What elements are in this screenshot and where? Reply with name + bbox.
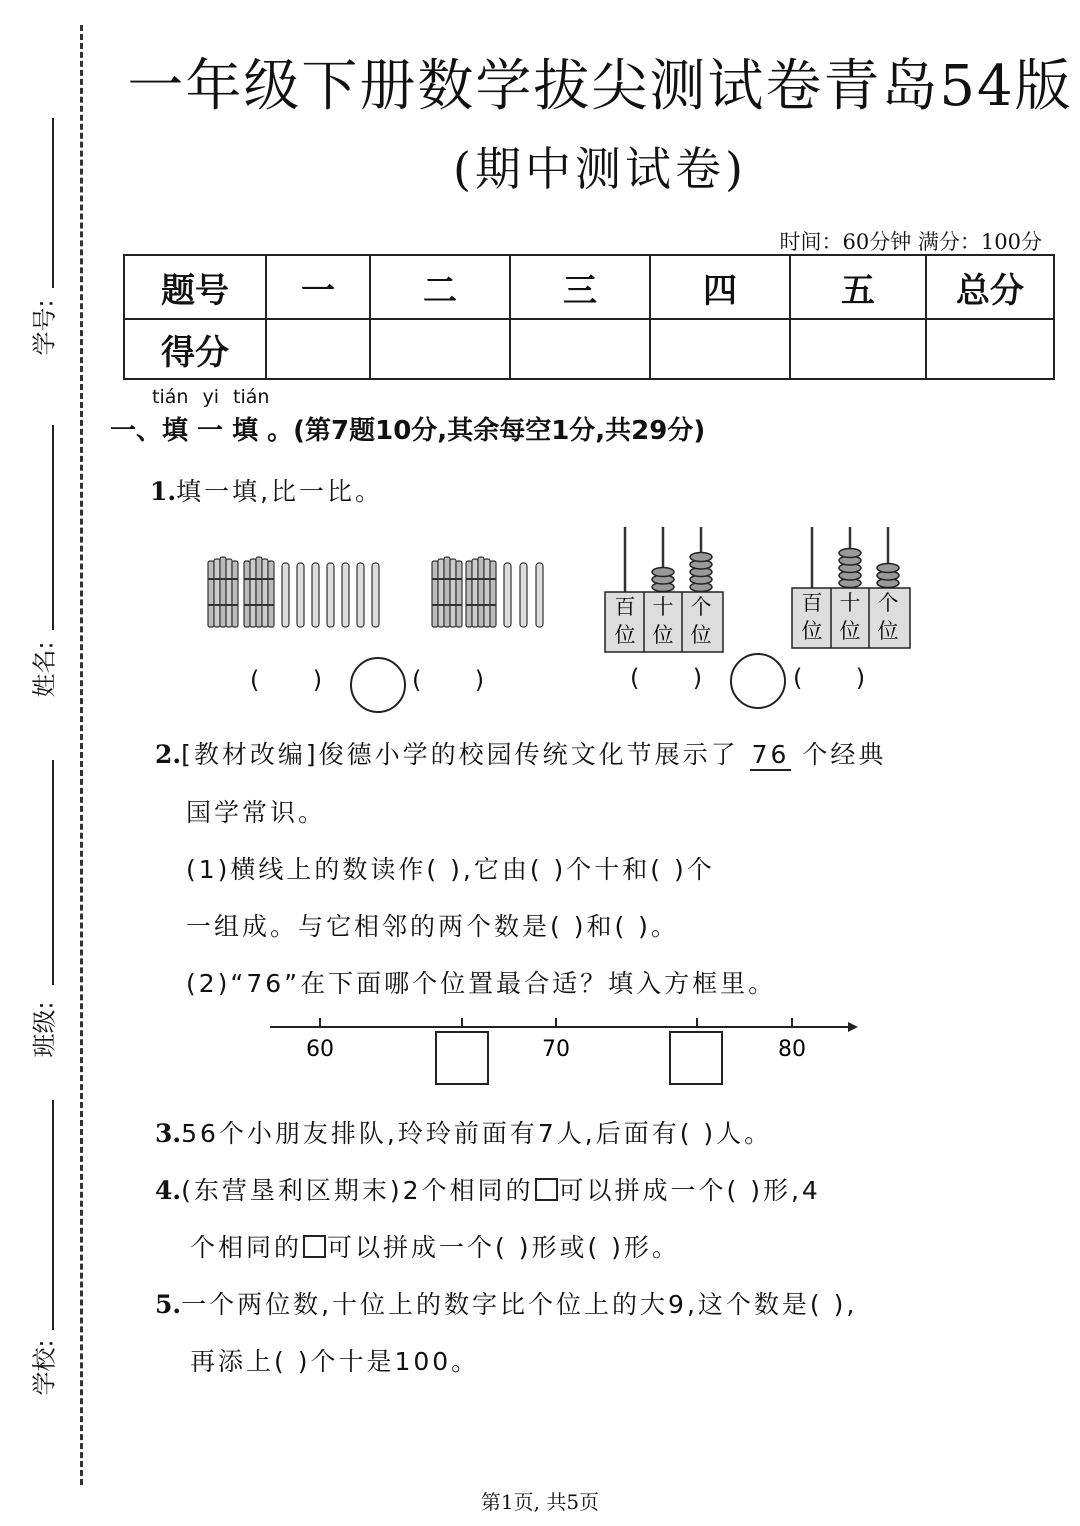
class-label: 班级:: [30, 1001, 59, 1058]
score-table: [123, 254, 1055, 380]
binding-dashed-line: [80, 25, 83, 1485]
question-text: [教材改编]俊德小学的校园传统文化节展示了: [181, 740, 739, 769]
abacus-label-ones: 位: [690, 623, 712, 647]
score-header-cell: 一: [266, 255, 370, 319]
question-3: [155, 1114, 772, 1150]
abacus-label-hundreds: 百: [801, 591, 823, 615]
single-stick: [342, 563, 349, 627]
abacus-label-ones: 个: [877, 591, 899, 615]
school-line[interactable]: [52, 1100, 54, 1330]
name-label: 姓名:: [30, 641, 59, 698]
question-text: 个经典: [802, 740, 887, 769]
single-stick: [282, 563, 289, 627]
single-stick: [327, 563, 334, 627]
single-stick: [504, 563, 511, 627]
question-text: 一组成。与它相邻的两个数是( )和( )。: [186, 912, 679, 941]
question-number: 4.: [155, 1176, 182, 1205]
score-header-cell: 三: [510, 255, 650, 319]
abacus-bead: [690, 553, 712, 562]
stick-bundle: [208, 557, 238, 627]
compare-circle[interactable]: [730, 653, 786, 709]
answer-blank[interactable]: ( ): [412, 666, 485, 694]
score-header-cell: 二: [370, 255, 510, 319]
question-text: 可以拼成一个( )形,4: [558, 1176, 821, 1205]
question-text: 个相同的: [190, 1233, 303, 1262]
question-2-part-2: (2)“76”在下面哪个位置最合适？填入方框里。: [186, 969, 777, 998]
compare-circle[interactable]: [350, 657, 406, 713]
abacus-label-tens: 十: [652, 595, 674, 619]
arrow-icon: [848, 1022, 858, 1032]
square-icon: [303, 1235, 326, 1258]
question-text: 一个两位数,十位上的数字比个位上的大9,这个数是( ),: [181, 1290, 858, 1319]
student-id-label: 学号:: [30, 299, 59, 356]
question-5-line-2: 再添上( )个十是100。: [190, 1347, 480, 1376]
answer-blank[interactable]: ( ): [250, 666, 323, 694]
score-cell[interactable]: [790, 319, 926, 379]
question-4-line-2: [190, 1228, 680, 1264]
number-line: [265, 1012, 865, 1092]
question-4: [155, 1171, 821, 1207]
question-number: 2.: [155, 740, 182, 769]
score-header-cell: 总分: [926, 255, 1054, 319]
score-cell[interactable]: [926, 319, 1054, 379]
name-line[interactable]: [52, 425, 54, 630]
abacus-label-hundreds: 位: [614, 623, 636, 647]
question-text: 填一填,比一比。: [176, 477, 384, 506]
score-row-label: 得分: [124, 319, 266, 379]
exam-info: 时间：60分钟 满分：100分: [779, 230, 1042, 254]
question-5: [155, 1285, 857, 1321]
single-stick: [357, 563, 364, 627]
abacus-label-ones: 位: [877, 619, 899, 643]
abacus-a: [600, 522, 730, 657]
question-number: 3.: [155, 1119, 182, 1148]
underlined-number: 76: [751, 740, 790, 769]
tick-label: 70: [542, 1037, 570, 1062]
tick-label: 80: [778, 1037, 806, 1062]
answer-box[interactable]: [436, 1032, 488, 1084]
abacus-label-hundreds: 位: [801, 619, 823, 643]
question-number: 1.: [150, 477, 177, 506]
question-2-part-1: (1)横线上的数读作( ),它由( )个十和( )个: [186, 855, 715, 884]
question-text: 国学常识。: [186, 798, 327, 827]
abacus-label-ones: 个: [690, 595, 712, 619]
score-header-cell: 五: [790, 255, 926, 319]
class-line[interactable]: [52, 760, 54, 985]
single-stick: [536, 563, 543, 627]
score-cell[interactable]: [510, 319, 650, 379]
abacus-label-tens: 位: [652, 623, 674, 647]
page-footer: 第1页, 共5页: [480, 1490, 600, 1514]
student-id-line[interactable]: [52, 118, 54, 288]
score-cell[interactable]: [370, 319, 510, 379]
answer-blank[interactable]: ( ): [793, 664, 866, 692]
stick-bundle: [466, 557, 496, 627]
question-text: 可以拼成一个( )形或( )形。: [327, 1233, 680, 1262]
single-stick: [372, 563, 379, 627]
question-1: [150, 472, 383, 508]
question-number: 5.: [155, 1290, 182, 1319]
question-text: 56个小朋友排队,玲玲前面有7人,后面有( )人。: [181, 1119, 773, 1148]
abacus-label-hundreds: 百: [614, 595, 636, 619]
abacus-label-tens: 位: [839, 619, 861, 643]
section-heading: 一、填 一 填 。(第7题10分,其余每空1分,共29分): [110, 416, 706, 446]
section-pinyin: tián yi tián: [152, 386, 270, 408]
question-2: [155, 735, 886, 771]
single-stick: [520, 563, 527, 627]
answer-box[interactable]: [670, 1032, 722, 1084]
school-label: 学校:: [30, 1339, 59, 1396]
abacus-label-tens: 十: [839, 591, 861, 615]
score-header-cell: 四: [650, 255, 790, 319]
score-cell[interactable]: [650, 319, 790, 379]
score-header-cell: 题号: [124, 255, 266, 319]
tick-label: 60: [306, 1037, 334, 1062]
score-cell[interactable]: [266, 319, 370, 379]
stick-bundle: [432, 557, 462, 627]
abacus-bead: [652, 568, 674, 577]
single-stick: [312, 563, 319, 627]
counting-sticks-figure: [200, 555, 560, 635]
abacus-b: [787, 522, 917, 657]
abacus-bead: [839, 549, 861, 558]
answer-blank[interactable]: ( ): [630, 664, 703, 692]
square-icon: [535, 1178, 558, 1201]
abacus-bead: [877, 564, 899, 573]
page-subtitle: (期中测试卷): [453, 142, 747, 196]
page-title: 一年级下册数学拔尖测试卷青岛54版: [127, 54, 1073, 119]
single-stick: [297, 563, 304, 627]
stick-bundle: [244, 557, 274, 627]
question-text: (东营垦利区期末)2个相同的: [181, 1176, 534, 1205]
